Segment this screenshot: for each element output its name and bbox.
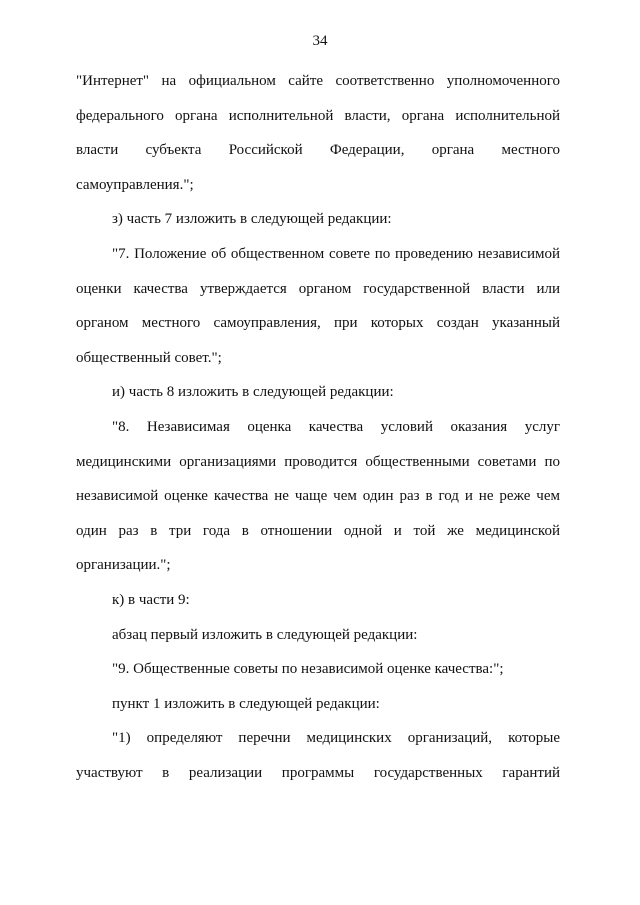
text-line: самоуправления."; bbox=[76, 176, 194, 193]
text-line: абзац первый изложить в следующей редакции: bbox=[112, 626, 418, 643]
document-body bbox=[76, 71, 560, 797]
text-line: "8. Независимая оценка качества условий оказания услуг bbox=[112, 418, 560, 435]
text-line: оценки качества утверждается органом государственной власти или bbox=[76, 280, 560, 297]
page-number: 34 bbox=[312, 33, 328, 49]
text-line: организации."; bbox=[76, 557, 171, 574]
text-line: федерального органа исполнительной власти, органа исполнительной bbox=[76, 107, 560, 124]
text-line: органом местного самоуправления, при которых создан указанный bbox=[76, 315, 560, 332]
text-line: з) часть 7 изложить в следующей редакции: bbox=[112, 211, 392, 228]
text-line: "9. Общественные советы по независимой оценке качества:"; bbox=[112, 661, 504, 678]
text-line: власти субъекта Российской Федерации, органа местного bbox=[76, 142, 560, 159]
text-line: один раз в три года в отношении одной и той же медицинской bbox=[76, 522, 560, 539]
text-line: пункт 1 изложить в следующей редакции: bbox=[112, 695, 380, 712]
text-line: медицинскими организациями проводится общественными советами по bbox=[76, 453, 560, 470]
text-line: "7. Положение об общественном совете по проведению независимой bbox=[112, 245, 560, 262]
text-line: и) часть 8 изложить в следующей редакции: bbox=[112, 384, 394, 401]
text-line: участвуют в реализации программы государственных гарантий bbox=[76, 764, 560, 781]
text-line: независимой оценке качества не чаще чем один раз в год и не реже чем bbox=[76, 488, 560, 505]
text-line: "1) определяют перечни медицинских организаций, которые bbox=[112, 730, 560, 747]
text-line: к) в части 9: bbox=[112, 591, 190, 608]
text-line: общественный совет."; bbox=[76, 349, 222, 366]
text-line: "Интернет" на официальном сайте соответственно уполномоченного bbox=[76, 73, 560, 89]
